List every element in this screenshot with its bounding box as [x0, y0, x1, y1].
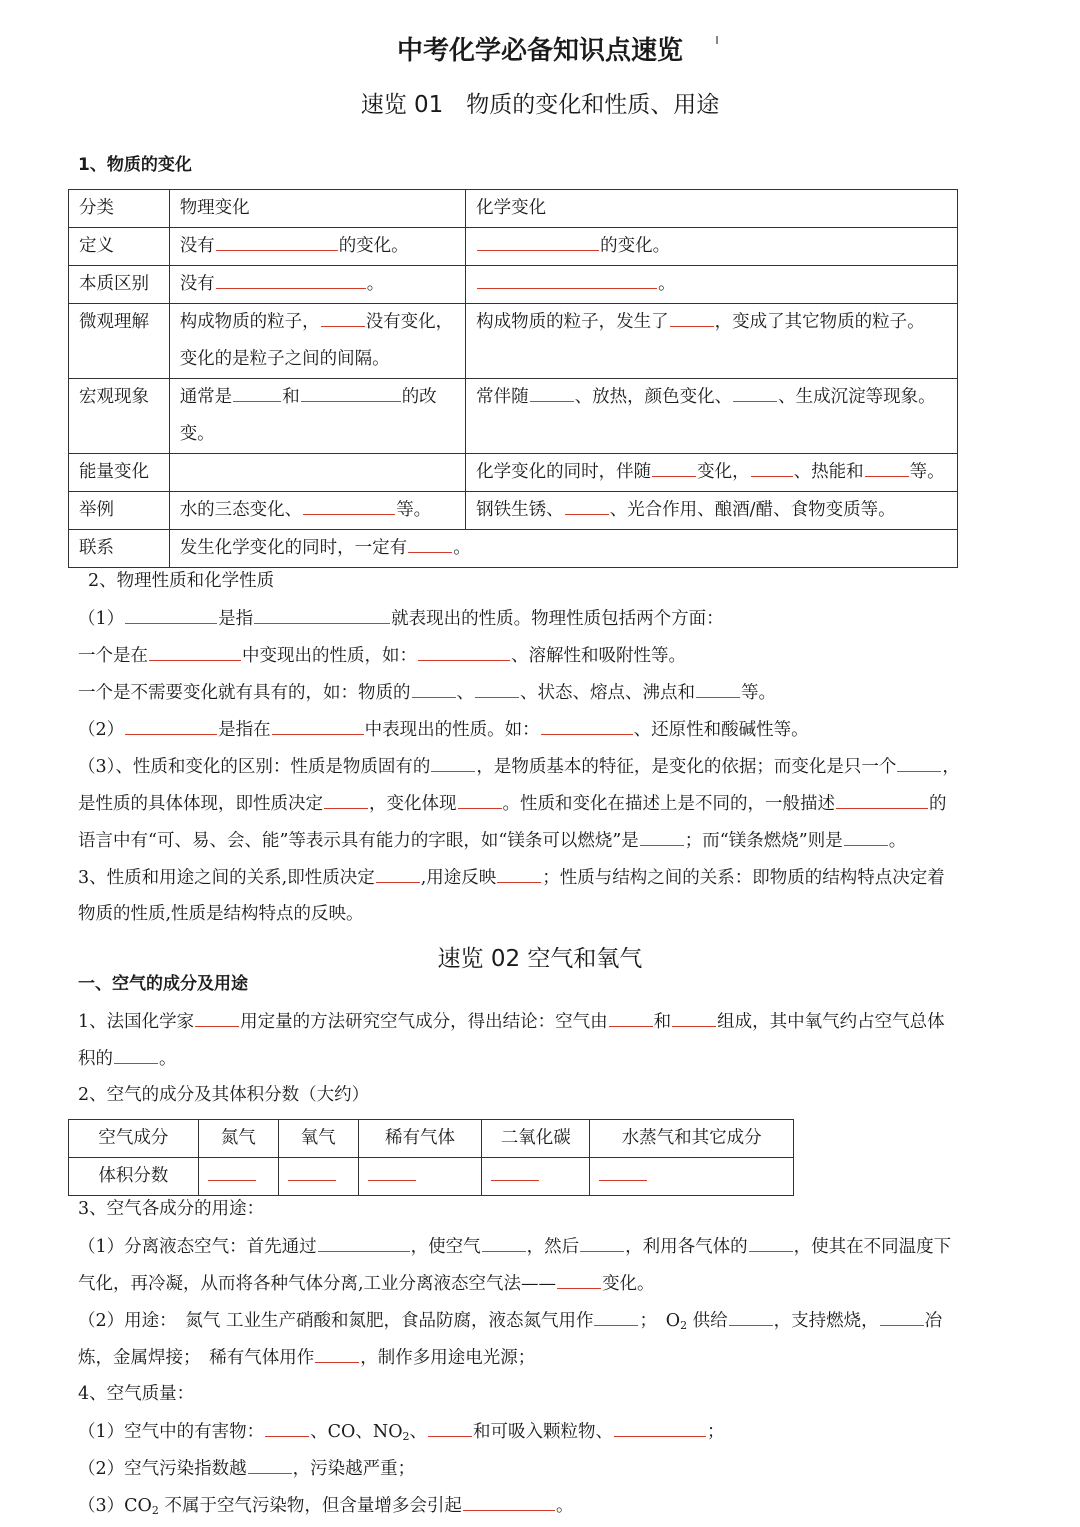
paragraph-line: 一个是在 中变现出的性质，如： 、溶解性和吸附性等。: [78, 642, 686, 669]
blank: [477, 232, 599, 251]
table-cell: 二氧化碳: [482, 1120, 590, 1158]
table-cell: [169, 530, 957, 568]
blank: [301, 383, 401, 402]
paragraph-line: （2）空气污染指数越 ，污染越严重；: [78, 1455, 415, 1482]
paragraph-line: 积的 。: [78, 1045, 177, 1072]
table-cell: [466, 454, 958, 492]
paragraph-line: （1）分离液态空气：首先通过 ，使空气 ，然后 ，利用各气体的 ，使其在不同温度下: [78, 1233, 951, 1260]
table-cell: 化学变化: [466, 190, 958, 228]
cell-text: 常伴随: [476, 387, 529, 407]
paragraph-line: 是性质的具体体现，即性质决定 ，变化体现 。性质和变化在描述上是不同的，一般描述 的: [78, 790, 947, 817]
cell-text: 通常是: [179, 387, 233, 407]
paragraph-line: （2） 是指在 中表现出的性质。如： 、还原性和酸碱性等。: [78, 716, 809, 743]
cell-text: 的变化。: [600, 236, 671, 256]
blank: [303, 496, 395, 515]
cell-text: 水的三态变化、: [179, 500, 303, 520]
cell-text: 、放热，颜色变化、: [574, 387, 733, 407]
heading-air: 一、空气的成分及用途: [78, 974, 248, 994]
cell-text: 没有: [179, 274, 215, 294]
blank: [477, 270, 657, 289]
table-cell: [169, 266, 465, 304]
table-cell: 举例: [69, 492, 170, 530]
cell-text: 。: [366, 274, 385, 294]
blank: [530, 383, 574, 402]
cell-text: 、光合作用、酿酒/醋、食物变质等。: [609, 500, 896, 520]
cell-text: 构成物质的粒子，: [179, 312, 320, 332]
paragraph-line: 炼，金属焊接； 稀有气体用作 ，制作多用途电光源；: [78, 1344, 535, 1371]
cell-text: 没有变化，变化的是粒子之间的间隔。: [179, 312, 454, 369]
cell-text: 没有: [179, 236, 215, 256]
table-cell: 能量变化: [69, 454, 170, 492]
paragraph-line: 4、空气质量：: [78, 1384, 195, 1404]
table-cell: [169, 379, 465, 454]
table-cell: [169, 492, 465, 530]
paragraph-heading: 2、物理性质和化学性质: [88, 571, 275, 591]
table-cell: 氧气: [278, 1120, 358, 1158]
blank: [216, 270, 366, 289]
cell-text: ，变成了其它物质的粒子。: [714, 312, 925, 332]
cell-text: 钢铁生锈、: [476, 500, 564, 520]
table-cell: [278, 1158, 358, 1196]
table-cell: 氮气: [198, 1120, 278, 1158]
table-row: [69, 454, 958, 492]
table-row: [69, 530, 958, 568]
paragraph-line: （1） 是指 就表现出的性质。物理性质包括两个方面：: [78, 605, 724, 632]
blank: [599, 1162, 647, 1181]
change-table: [68, 189, 958, 568]
cell-text: 化学变化的同时，伴随: [476, 462, 652, 482]
cell-text: 的改变。: [179, 387, 437, 444]
table-cell: 水蒸气和其它成分: [590, 1120, 794, 1158]
table-cell: 本质区别: [69, 266, 170, 304]
section2-title: 速览 02 空气和氧气: [437, 946, 643, 972]
cell-text: 发生化学变化的同时，一定有: [179, 538, 408, 558]
cell-text: 。: [658, 274, 676, 294]
table-cell: 稀有气体: [358, 1120, 482, 1158]
paragraph-line: （3）、性质和变化的区别：性质是物质固有的 ，是物质基本的特征，是变化的依据；而变化是只一个 ，: [78, 753, 960, 780]
table-cell: [198, 1158, 278, 1196]
blank: [565, 496, 609, 515]
table-cell: [466, 304, 958, 379]
table-cell: [466, 379, 958, 454]
blank: [233, 383, 281, 402]
table-cell: 物理变化: [169, 190, 465, 228]
blank: [751, 458, 793, 477]
table-row: [69, 1158, 794, 1196]
heading-matter-change: 1、物质的变化: [78, 155, 192, 175]
table-cell: [466, 228, 958, 266]
blank: [491, 1162, 539, 1181]
table-cell: [482, 1158, 590, 1196]
cell-text: 、生成沉淀等现象。: [778, 387, 936, 407]
cell-text: 等。: [396, 500, 432, 520]
table-cell: [466, 266, 958, 304]
cell-text: 变化，: [697, 462, 750, 482]
blank: [208, 1162, 256, 1181]
blank: [368, 1162, 416, 1181]
blank: [865, 458, 909, 477]
paragraph-line: 物质的性质,性质是结构特点的反映。: [78, 904, 364, 924]
blank: [670, 308, 714, 327]
paragraph-line: 3、空气各成分的用途：: [78, 1199, 265, 1219]
blank: [321, 308, 365, 327]
blank: [733, 383, 777, 402]
paragraph-line: $(3)CO_2$ 不属于空气污染物，但含量增多会引起 。: [78, 1492, 573, 1524]
cell-text: 。: [453, 538, 471, 558]
table-row: [69, 1120, 794, 1158]
cell-text: 和: [282, 387, 300, 407]
cell-text: 、热能和: [793, 462, 864, 482]
paragraph-line: 语言中有“可、易、会、能”等表示具有能力的字眼，如“镁条可以燃烧”是 ；而“镁条燃烧”则是 。: [78, 827, 906, 854]
table-cell: [169, 228, 465, 266]
table-cell: 宏观现象: [69, 379, 170, 454]
blank: [652, 458, 696, 477]
cell-text: 构成物质的粒子，发生了: [476, 312, 669, 332]
paragraph-line: 2、空气的成分及其体积分数（大约）: [78, 1085, 370, 1105]
cell-text: 的变化。: [338, 236, 409, 256]
table-row: [69, 304, 958, 379]
table-cell: [358, 1158, 482, 1196]
table-row: [69, 492, 958, 530]
blank: [288, 1162, 336, 1181]
table-row: [69, 228, 958, 266]
paragraph-line: 气化，再冷凝，从而将各种气体分离,工业分离液态空气法—— 变化。: [78, 1270, 655, 1297]
table-cell: 定义: [69, 228, 170, 266]
table-cell: 分类: [69, 190, 170, 228]
document-title: 中考化学必备知识点速览: [396, 36, 683, 66]
table-cell: 体积分数: [69, 1158, 199, 1196]
paragraph-line: 3、性质和用途之间的关系,即性质决定 ,用途反映 ；性质与结构之间的关系：即物质的结构特点决定着: [78, 864, 945, 891]
table-cell: 微观理解: [69, 304, 170, 379]
stray-mark: [716, 36, 718, 44]
table-cell: [169, 304, 465, 379]
table-row: [69, 379, 958, 454]
table-row: [69, 266, 958, 304]
table-row: [69, 190, 958, 228]
paragraph-line: （1）空气中的有害物： 、CO、$NO_2$、 和可吸入颗粒物、 ；: [78, 1418, 725, 1450]
paragraph-line: 一个是不需要变化就有具有的，如：物质的 、 、状态、熔点、沸点和 等。: [78, 679, 776, 706]
blank: [408, 534, 452, 553]
section1-title: 速览 01 物质的变化和性质、用途: [360, 92, 720, 118]
air-composition-table: [68, 1119, 794, 1196]
paragraph-line: 1、法国化学家 用定量的方法研究空气成分，得出结论：空气由 和 组成，其中氧气约占空气总体: [78, 1008, 945, 1035]
table-cell: [466, 492, 958, 530]
table-cell: [169, 454, 465, 492]
cell-text: 等。: [909, 462, 945, 482]
paragraph-line: （2）用途： 氮气 工业生产硝酸和氮肥，食品防腐，液态氮气用作 ； $O_2$ 供给 ，支持燃烧， 冶: [78, 1307, 942, 1339]
table-cell: [590, 1158, 794, 1196]
blank: [216, 232, 338, 251]
table-cell: 联系: [69, 530, 170, 568]
table-cell: 空气成分: [69, 1120, 199, 1158]
